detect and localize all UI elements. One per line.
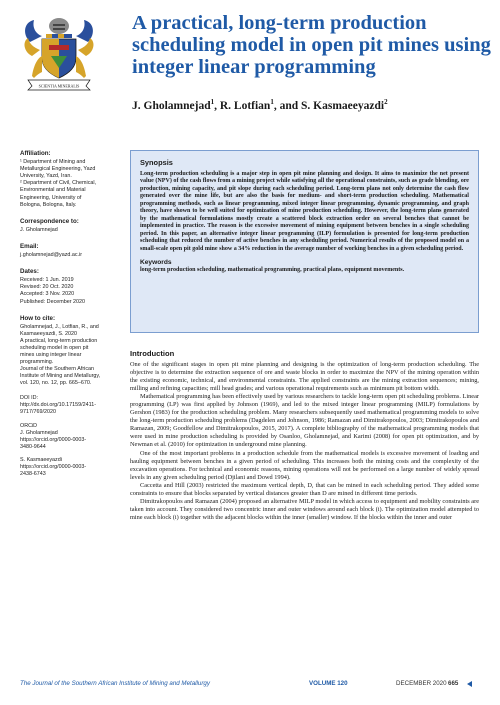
introduction-heading: Introduction: [130, 349, 175, 358]
doi-link[interactable]: 9717/769/2020: [20, 408, 56, 415]
orcid-block: [20, 423, 118, 451]
orcid-link[interactable]: 3480-9644: [20, 444, 46, 451]
email-link[interactable]: j.gholamnejad@yazd.ac.ir: [20, 252, 83, 259]
doi-block: [20, 395, 118, 416]
date-accepted: Accepted: 3 Nov. 2020: [20, 291, 75, 298]
institute-crest-icon: [20, 12, 98, 92]
citation-line: Institute of Mining and Metallurgy,: [20, 373, 101, 380]
synopsis-box: [130, 150, 479, 333]
footer-volume: VOLUME 120: [309, 680, 348, 687]
affiliation-block: [20, 159, 118, 209]
page-number: 665: [448, 680, 459, 687]
correspondence-name: J. Gholamnejad: [20, 226, 58, 233]
orcid-label: ORCiD: [20, 422, 38, 429]
author-list: [132, 98, 388, 112]
citation-line: mines using integer linear: [20, 352, 82, 359]
author-affiliation-mark: 1: [270, 98, 274, 106]
keywords-heading: Keywords: [140, 258, 172, 266]
date-received: Received: 1 Jun. 2019: [20, 277, 74, 284]
affiliation-line: Bologna, Bologna, Italy.: [20, 201, 77, 208]
orcid-author: S. Kasmaeeyazdi: [20, 457, 62, 464]
author-affiliation-mark: 2: [384, 98, 388, 106]
author-separator: , and: [273, 99, 301, 112]
citation-line: A practical, long-term production: [20, 337, 98, 344]
body-paragraph: Mathematical programming has been effectively used by various researchers to tackle long-term open pit scheduling problems. Linear programming (LP) was first applied by Johnson (1969), and led to the mixed integer linear programming (MILP) formulations by Gershon (1983) for the production scheduling problem. Many researchers subsequently used mathematical programming models to solve the long-term production scheduling problems (Dagdelen and Johnson, 1986; Ramazan and Dimitrakopoulos, 2003; Dimitrakopoulos and Ramazan, 2009; Goodfellow and Dimitrakopoulos, 2015, 2017). A complete bibliography of the mathematical programming models that were used in mine production scheduling is provided by Osanloo, Gholamnejad, and Karimi (2008) for open pit optimization, and by Newman et al. (2010) for optimization in underground mine planning.: [130, 393, 479, 449]
affiliation-line: Environmental and Material: [20, 187, 86, 194]
citation-block: [20, 324, 118, 388]
citation-line: Journal of the Southern African: [20, 366, 95, 373]
page-arrow-icon: [467, 681, 472, 687]
affiliation-line: ¹ Department of Mining and: [20, 159, 86, 166]
affiliation-line: Metallurgical Engineering, Yazd: [20, 166, 96, 173]
orcid-link[interactable]: 2438-6743: [20, 471, 46, 478]
body-paragraph: Dimitrakopoulos and Ramazan (2004) proposed an alternative MILP model in which access to equipment and mobility constraints are taken into account. They considered two concentric inner and outer windows around each block (i). The optimization model attempted to mine each block (i) together with the adjacent blocks within the inner (smaller) window. If the blocks within the inner and outer: [130, 497, 479, 521]
affiliation-line: University, Yazd, Iran.: [20, 173, 72, 180]
citation-line: programming.: [20, 359, 54, 366]
date-published: Published: December 2020: [20, 298, 86, 305]
email-heading: Email:: [20, 242, 39, 250]
citation-line: Kasmaeeyazdi, S. 2020: [20, 330, 77, 337]
doi-label: DOI ID:: [20, 394, 38, 401]
doi-link[interactable]: http://dx.doi.org/10.17159/2411-: [20, 401, 97, 408]
affiliation-line: Engineering, University of: [20, 194, 82, 201]
correspondence-heading: Correspondence to:: [20, 217, 79, 225]
author-affiliation-mark: 1: [210, 98, 215, 106]
paper-title: A practical, long-term production scheduling model in open pit mines using integer linear programming: [132, 12, 491, 78]
citation-line: vol. 120, no. 12, pp. 665–670.: [20, 380, 92, 387]
orcid-link[interactable]: https://orcid.org/0000-0003-: [20, 437, 87, 443]
synopsis-text: Long-term production scheduling is a major step in open pit mine planning and design. It aims to maximize the net present value (NPV) of the cash flows from a mining project while satisfying all the operational constraints, such as grade blending, ore production, mining capacity, and pit slope during each scheduling period. Long-term plans not only determine the cash flow generated over the mine life, but are also the basis for medium- and short-term production scheduling. Mathematical programming methods, such as linear programming, mixed integer linear programming, dynamic programming, and graph theory, have shown to be well suited for optimization of mine production scheduling. However, the long-term plans generated by the mathematical formulations mostly create a scattered block extraction order on several benches that cannot be implemented in practice. The reason is the excessive movement of mining equipment between benches in a single scheduling period. In this paper, an alternative integer linear programming (ILP) formulation is presented for long-term production scheduling that reduced the number of active benches in any scheduling period. Numerical results of the proposed model on a small-scale open pit gold mine show a 34% reduction in the average number of working benches in a given scheduling period.: [140, 171, 469, 252]
orcid-author: J. Gholamnejad: [20, 429, 58, 436]
affiliation-line: ² Department of Civil, Chemical,: [20, 180, 97, 187]
article-info-sidebar: [20, 150, 118, 478]
body-paragraph: One of the most important problems in a production schedule from the mathematical models is excessive movement of loading and hauling equipment between benches in a given period of scheduling. This increases both the mining costs and the complexity of the excavation operations. For technical and economic reasons, mining operations will not be performed on a large number of widely spread levels in any given scheduling period (Djilani and Dowd 1994).: [130, 449, 479, 481]
introduction-body: [130, 361, 479, 522]
author-name: J. Gholamnejad: [132, 99, 211, 112]
date-revised: Revised: 20 Oct. 2020: [20, 284, 74, 291]
svg-text:SCIENTIA MINERALIS: SCIENTIA MINERALIS: [38, 83, 80, 89]
dates-heading: Dates:: [20, 268, 39, 276]
orcid-link[interactable]: https://orcid.org/0000-0003-: [20, 464, 87, 471]
citation-line: scheduling model in open pit: [20, 344, 89, 351]
footer-journal-name: The Journal of the Southern African Institute of Mining and Metallurgy: [20, 680, 210, 687]
affiliation-heading: Affiliation:: [20, 150, 51, 157]
cite-heading: How to cite:: [20, 314, 56, 322]
author-name: R. Lotfian: [219, 99, 271, 112]
citation-line: Gholamnejad, J., Lotfian, R., and: [20, 323, 99, 330]
author-name: S. Kasmaeeyazdi: [301, 99, 385, 112]
orcid-block: [20, 457, 118, 478]
page-footer: [20, 680, 480, 692]
body-paragraph: One of the significant stages in open pit mine planning and designing is the optimization of long-term production scheduling. The objective is to determine the extraction sequence of ore and waste blocks in order to maximize the NPV of the mining operation within the existing economic, technical, and environmental constraints. The applied constraints are the mining extraction sequences; mining, milling and refining capacities; mill head grades; and various operational requirements such as minimum pit bottom width.: [130, 361, 479, 393]
author-separator: ,: [214, 99, 220, 112]
body-paragraph: Caccetta and Hill (2003) restricted the maximum vertical depth, D, that can be mined in each scheduling period. They added some constraints to ensure that blocks separated by vertical distances greater than D are mined in different time periods.: [130, 481, 479, 497]
keywords-text: long-term production scheduling, mathematical programming, practical plans, equipment movements.: [140, 266, 405, 273]
synopsis-heading: Synopsis: [140, 158, 173, 167]
footer-date: DECEMBER 2020: [396, 680, 447, 687]
